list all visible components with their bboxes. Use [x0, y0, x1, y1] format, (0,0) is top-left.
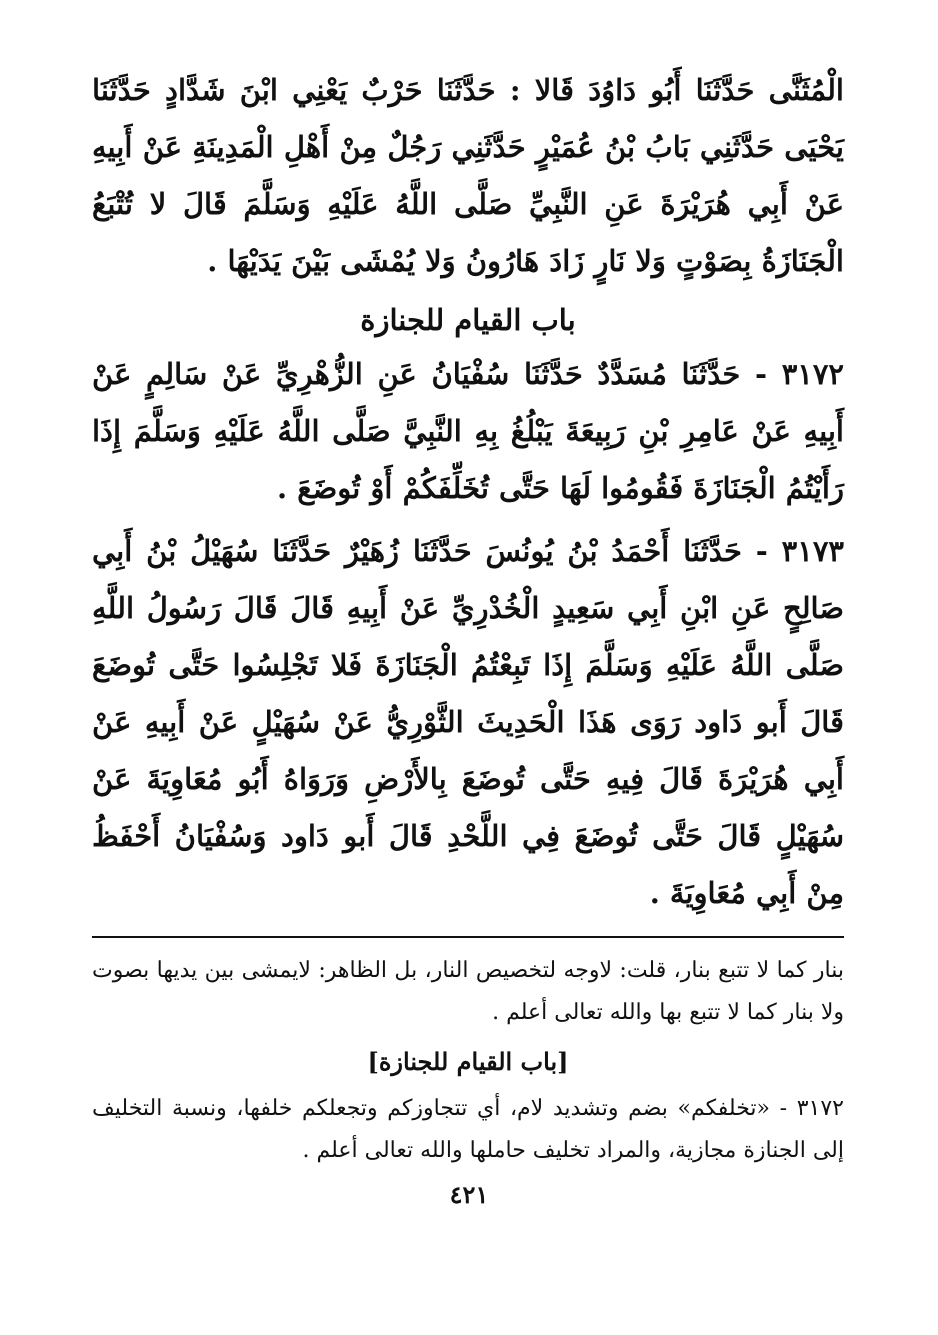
page-number: ٤٢١	[449, 1180, 489, 1209]
paragraph-continuation: الْمُثَنَّى حَدَّثَنَا أَبُو دَاوُدَ قَالا : حَدَّثَنَا حَرْبٌ يَعْنِي ابْنَ شَدَّادٍ حَدَّثَنَا يَحْيَى حَدَّثَنِي بَابُ بْنُ عُمَيْرٍ حَدَّثَنِي رَجُلٌ مِنْ أَهْلِ الْمَدِينَةِ عَنْ أَبِيهِ عَنْ أَبِي هُرَيْرَةَ عَنِ النَّبِيِّ صَلَّى اللَّهُ عَلَيْهِ وَسَلَّمَ قَالَ لا تُتْبَعُ الْجَنَازَةُ بِصَوْتٍ وَلا نَارٍ زَادَ هَارُونُ وَلا يُمْشَى بَيْنَ يَدَيْهَا .	[92, 73, 844, 278]
chapter-title: باب القيام للجنازة	[360, 303, 576, 337]
footnote-chapter-title: [باب القيام للجنازة]	[367, 1047, 569, 1076]
main-text	[92, 62, 844, 922]
footnote-number: ٣١٧٢ -	[779, 1096, 844, 1121]
hadith-3173	[92, 523, 844, 922]
footnote-divider	[92, 936, 844, 938]
footnote-text: «تخلفكم» بضم وتشديد لام، أي تتجاوزكم وتجعلكم خلفها، ونسبة التخليف إلى الجنازة مجازية، والمراد تخليف حاملها والله تعالى أعلم .	[92, 1096, 844, 1163]
footnote-3172	[92, 1088, 844, 1172]
hadith-text: حَدَّثَنَا مُسَدَّدٌ حَدَّثَنَا سُفْيَانُ عَنِ الزُّهْرِيِّ عَنْ سَالِمٍ عَنْ أَبِيهِ عَنْ عَامِرِ بْنِ رَبِيعَةَ يَبْلُغُ بِهِ النَّبِيَّ صَلَّى اللَّهُ عَلَيْهِ وَسَلَّمَ إِذَا رَأَيْتُمُ الْجَنَازَةَ فَقُومُوا لَهَا حَتَّى تُخَلِّفَكُمْ أَوْ تُوضَعَ .	[92, 357, 844, 505]
footnotes	[92, 950, 844, 1172]
hadith-number: ٣١٧٣ -	[755, 534, 844, 568]
footnote-continuation: بنار كما لا تتبع بنار، قلت: لاوجه لتخصيص النار، بل الظاهر: لايمشى بين يديها بصوت ولا بنار كما لا تتبع بها والله تعالى أعلم .	[92, 958, 844, 1025]
hadith-number: ٣١٧٢ -	[755, 357, 844, 391]
hadith-3172	[92, 346, 844, 517]
hadith-text: حَدَّثَنَا أَحْمَدُ بْنُ يُونُسَ حَدَّثَنَا زُهَيْرٌ حَدَّثَنَا سُهَيْلُ بْنُ أَبِي صَالِحٍ عَنِ ابْنِ أَبِي سَعِيدٍ الْخُدْرِيِّ عَنْ أَبِيهِ قَالَ قَالَ رَسُولُ اللَّهِ صَلَّى اللَّهُ عَلَيْهِ وَسَلَّمَ إِذَا تَبِعْتُمُ الْجَنَازَةَ فَلا تَجْلِسُوا حَتَّى تُوضَعَ قَالَ أَبو دَاود رَوَى هَذَا الْحَدِيثَ الثَّوْرِيُّ عَنْ سُهَيْلٍ عَنْ أَبِيهِ عَنْ أَبِي هُرَيْرَةَ قَالَ فِيهِ حَتَّى تُوضَعَ بِالأَرْضِ وَرَوَاهُ أَبُو مُعَاوِيَةَ عَنْ سُهَيْلٍ قَالَ حَتَّى تُوضَعَ فِي اللَّحْدِ قَالَ أَبو دَاود وَسُفْيَانُ أَحْفَظُ مِنْ أَبِي مُعَاوِيَةَ .	[92, 534, 844, 910]
